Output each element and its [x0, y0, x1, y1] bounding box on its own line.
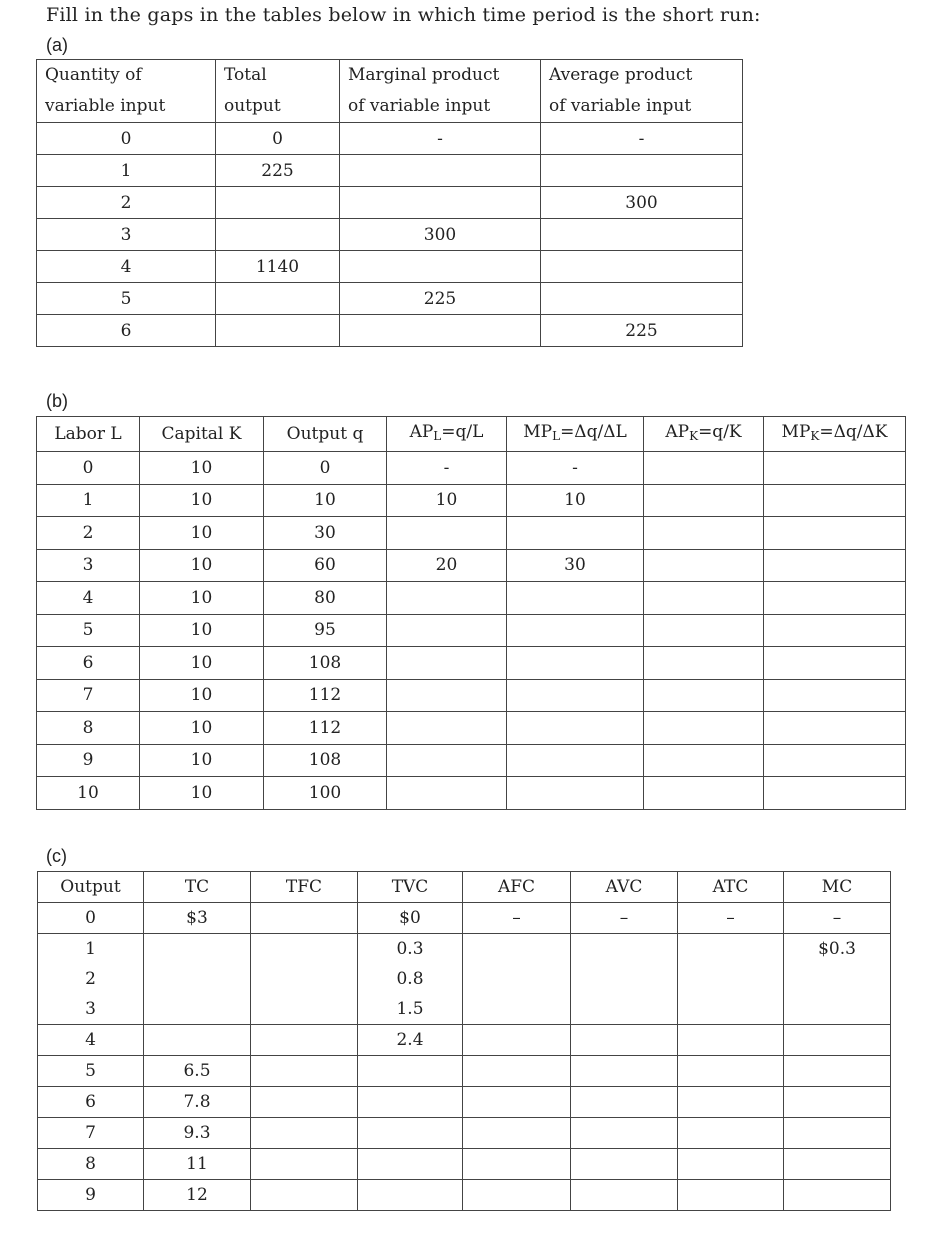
table-c-header-cell: AVC — [571, 872, 678, 903]
table-c-cell — [571, 1149, 678, 1180]
table-b-cell: 95 — [264, 614, 387, 647]
table-a-cell: 2 — [37, 187, 216, 219]
table-a-row — [37, 187, 743, 219]
table-a-cell: - — [340, 123, 541, 155]
table-a — [36, 59, 743, 347]
table-a-cell — [541, 251, 743, 283]
table-a-cell: 0 — [216, 123, 340, 155]
table-b-cell: 10 — [387, 484, 507, 517]
table-b-cell — [644, 549, 764, 582]
table-a-header-cell: Marginal product of variable input — [340, 60, 541, 123]
table-c-cell — [463, 934, 571, 965]
table-b-cell — [764, 452, 906, 485]
table-c-cell: – — [678, 903, 784, 934]
table-b-cell — [507, 647, 644, 680]
table-b-cell — [764, 614, 906, 647]
table-b-header-cell: Capital K — [140, 417, 264, 452]
table-b-cell — [387, 517, 507, 550]
table-a-cell: 300 — [541, 187, 743, 219]
table-c-cell — [144, 994, 251, 1025]
table-c-row — [38, 1149, 891, 1180]
table-c-cell — [571, 994, 678, 1025]
table-c-cell — [251, 1118, 358, 1149]
table-b-cell — [764, 517, 906, 550]
table-a-header-cell: Average product of variable input — [541, 60, 743, 123]
table-c-cell — [251, 1087, 358, 1118]
table-b-row — [37, 679, 906, 712]
table-c-cell — [463, 1118, 571, 1149]
table-c-cell: 2 — [38, 964, 144, 994]
table-b-cell: 108 — [264, 744, 387, 777]
instructions-text: Fill in the gaps in the tables below in which time period is the short run: — [46, 4, 761, 26]
table-c-cell — [463, 1056, 571, 1087]
table-c-cell — [463, 994, 571, 1025]
table-c-cell — [463, 964, 571, 994]
table-c-cell — [358, 1149, 463, 1180]
table-c-cell: – — [784, 903, 891, 934]
table-c-cell — [678, 934, 784, 965]
table-c-cell — [251, 1025, 358, 1056]
table-c-row — [38, 1180, 891, 1211]
table-a-cell: 1 — [37, 155, 216, 187]
table-c-cell: 7.8 — [144, 1087, 251, 1118]
table-c-cell: – — [571, 903, 678, 934]
table-b-cell: 20 — [387, 549, 507, 582]
table-c-cell — [144, 964, 251, 994]
table-b-cell — [644, 712, 764, 745]
table-b-cell — [507, 712, 644, 745]
table-c-header-cell: Output — [38, 872, 144, 903]
table-a-cell — [216, 315, 340, 347]
table-b-row — [37, 549, 906, 582]
table-b-cell: 1 — [37, 484, 140, 517]
table-a-cell — [216, 219, 340, 251]
table-c-cell — [358, 1087, 463, 1118]
table-c-cell — [678, 1118, 784, 1149]
table-b-cell — [644, 517, 764, 550]
table-c-row — [38, 1118, 891, 1149]
table-b-header-cell: $AP_K=q/K$ — [644, 417, 764, 452]
table-c-header-cell: TC — [144, 872, 251, 903]
part-a-label: (a) — [46, 35, 68, 55]
table-b-header-cell: $MP_L=\Delta q/\Delta L$ — [507, 417, 644, 452]
table-c-header-cell: ATC — [678, 872, 784, 903]
table-c-cell: 5 — [38, 1056, 144, 1087]
table-b-cell: 2 — [37, 517, 140, 550]
table-b-cell: 80 — [264, 582, 387, 615]
table-c-cell — [678, 1087, 784, 1118]
table-c-header-cell: TVC — [358, 872, 463, 903]
table-c-cell: 4 — [38, 1025, 144, 1056]
table-c-row — [38, 1025, 891, 1056]
table-a-cell — [541, 283, 743, 315]
table-c-cell — [251, 1056, 358, 1087]
table-c-cell: $0 — [358, 903, 463, 934]
table-c-header-row — [38, 872, 891, 903]
table-b-cell — [387, 647, 507, 680]
table-b-cell: 10 — [140, 582, 264, 615]
table-b-header-cell: $MP_K=\Delta q/\Delta K$ — [764, 417, 906, 452]
part-c-label: (c) — [46, 846, 67, 866]
table-c-row — [38, 1056, 891, 1087]
table-b-cell: 10 — [140, 744, 264, 777]
table-a-cell: 6 — [37, 315, 216, 347]
table-c-cell — [251, 903, 358, 934]
table-a-cell: 1140 — [216, 251, 340, 283]
table-b-cell — [764, 679, 906, 712]
table-c-cell: 11 — [144, 1149, 251, 1180]
table-c-cell: 3 — [38, 994, 144, 1025]
table-a-cell — [340, 251, 541, 283]
table-c-row — [38, 964, 891, 994]
table-a-cell: 225 — [340, 283, 541, 315]
table-c-row — [38, 994, 891, 1025]
table-c-row — [38, 934, 891, 965]
table-c-cell — [678, 964, 784, 994]
table-b-cell: 10 — [140, 614, 264, 647]
table-c-cell: 9.3 — [144, 1118, 251, 1149]
table-c-cell: 2.4 — [358, 1025, 463, 1056]
table-c-header-cell: MC — [784, 872, 891, 903]
table-b-cell — [764, 744, 906, 777]
table-c-cell — [463, 1149, 571, 1180]
table-b — [36, 416, 906, 810]
table-b-cell: 10 — [140, 484, 264, 517]
table-b-cell — [387, 777, 507, 810]
table-b-row — [37, 517, 906, 550]
table-b-cell — [644, 647, 764, 680]
table-b-cell: 10 — [264, 484, 387, 517]
table-b-cell: 112 — [264, 679, 387, 712]
table-b-cell — [764, 647, 906, 680]
table-b-header-row — [37, 417, 906, 452]
table-a-cell: 4 — [37, 251, 216, 283]
table-c — [37, 871, 891, 1211]
table-a-cell: - — [541, 123, 743, 155]
table-a-cell — [340, 187, 541, 219]
table-c-cell — [463, 1025, 571, 1056]
table-b-cell: 112 — [264, 712, 387, 745]
table-c-row — [38, 903, 891, 934]
table-c-cell: – — [463, 903, 571, 934]
table-b-cell: 7 — [37, 679, 140, 712]
table-b-cell — [644, 484, 764, 517]
table-a-cell — [541, 155, 743, 187]
table-b-cell: - — [387, 452, 507, 485]
table-c-cell — [784, 1118, 891, 1149]
table-c-cell: 1 — [38, 934, 144, 965]
table-a-cell: 0 — [37, 123, 216, 155]
table-b-cell: 10 — [140, 712, 264, 745]
table-a-row — [37, 251, 743, 283]
table-c-cell: $3 — [144, 903, 251, 934]
table-b-cell — [387, 712, 507, 745]
table-b-cell: 10 — [140, 452, 264, 485]
table-c-header-cell: AFC — [463, 872, 571, 903]
table-c-cell: 0.8 — [358, 964, 463, 994]
table-c-cell — [784, 994, 891, 1025]
table-b-cell: 0 — [264, 452, 387, 485]
table-b-cell: 0 — [37, 452, 140, 485]
table-b-cell: 10 — [140, 777, 264, 810]
table-b-cell: 6 — [37, 647, 140, 680]
table-c-cell — [784, 1087, 891, 1118]
table-c-cell: 0 — [38, 903, 144, 934]
table-b-header-cell: Output q — [264, 417, 387, 452]
table-b-cell: 10 — [37, 777, 140, 810]
table-b-row — [37, 647, 906, 680]
table-b-header-cell: Labor L — [37, 417, 140, 452]
table-c-cell — [678, 1056, 784, 1087]
table-a-header-row — [37, 60, 743, 123]
table-b-row — [37, 484, 906, 517]
table-c-cell — [358, 1180, 463, 1211]
table-c-cell — [358, 1056, 463, 1087]
table-c-cell: 6 — [38, 1087, 144, 1118]
table-c-cell — [571, 1025, 678, 1056]
table-b-cell — [507, 582, 644, 615]
table-c-cell — [678, 994, 784, 1025]
table-b-cell — [764, 582, 906, 615]
table-c-cell: 12 — [144, 1180, 251, 1211]
table-a-cell — [541, 219, 743, 251]
table-b-cell: 3 — [37, 549, 140, 582]
table-b-cell — [387, 582, 507, 615]
table-c-cell — [251, 1149, 358, 1180]
table-c-cell — [571, 964, 678, 994]
table-a-row — [37, 219, 743, 251]
table-b-cell: 4 — [37, 582, 140, 615]
table-a-header-cell: Quantity of variable input — [37, 60, 216, 123]
table-c-cell — [571, 1180, 678, 1211]
part-b-label: (b) — [46, 391, 68, 411]
table-a-cell: 3 — [37, 219, 216, 251]
table-b-row — [37, 452, 906, 485]
table-c-cell — [571, 1056, 678, 1087]
table-c-cell — [463, 1180, 571, 1211]
table-b-cell — [507, 517, 644, 550]
table-a-cell: 225 — [541, 315, 743, 347]
table-a-cell: 5 — [37, 283, 216, 315]
table-b-cell — [764, 549, 906, 582]
table-c-cell — [784, 964, 891, 994]
table-a-cell — [340, 155, 541, 187]
table-c-cell — [251, 934, 358, 965]
table-b-cell: 10 — [507, 484, 644, 517]
table-b-cell — [644, 582, 764, 615]
table-b-cell — [387, 679, 507, 712]
table-c-cell — [784, 1180, 891, 1211]
table-c-cell — [784, 1056, 891, 1087]
table-b-header-cell: $AP_L=q/L$ — [387, 417, 507, 452]
table-c-cell: 0.3 — [358, 934, 463, 965]
table-b-row — [37, 582, 906, 615]
table-b-cell: 10 — [140, 679, 264, 712]
table-b-cell: 30 — [264, 517, 387, 550]
table-c-cell — [678, 1180, 784, 1211]
table-b-cell: 108 — [264, 647, 387, 680]
table-b-cell — [387, 744, 507, 777]
table-b-cell — [387, 614, 507, 647]
table-c-cell — [571, 1087, 678, 1118]
table-a-row — [37, 155, 743, 187]
table-b-cell: 5 — [37, 614, 140, 647]
table-c-cell — [463, 1087, 571, 1118]
table-a-row — [37, 315, 743, 347]
table-b-cell — [507, 744, 644, 777]
table-c-cell: $0.3 — [784, 934, 891, 965]
table-a-row — [37, 123, 743, 155]
table-b-cell — [644, 679, 764, 712]
table-b-cell: 10 — [140, 517, 264, 550]
table-c-cell — [678, 1025, 784, 1056]
table-b-cell — [507, 777, 644, 810]
table-a-cell — [216, 283, 340, 315]
table-a-row — [37, 283, 743, 315]
table-b-row — [37, 777, 906, 810]
table-b-cell: 10 — [140, 647, 264, 680]
table-b-cell — [507, 679, 644, 712]
table-b-cell — [644, 452, 764, 485]
table-a-cell: 225 — [216, 155, 340, 187]
table-a-header-cell: Total output — [216, 60, 340, 123]
table-c-cell — [571, 1118, 678, 1149]
table-b-row — [37, 614, 906, 647]
table-b-cell: 60 — [264, 549, 387, 582]
table-c-cell — [251, 964, 358, 994]
table-c-cell — [678, 1149, 784, 1180]
table-c-cell — [144, 934, 251, 965]
table-c-cell: 1.5 — [358, 994, 463, 1025]
table-b-cell: 8 — [37, 712, 140, 745]
table-b-row — [37, 712, 906, 745]
table-b-row — [37, 744, 906, 777]
table-b-cell — [644, 744, 764, 777]
table-b-cell — [764, 484, 906, 517]
table-b-cell: 30 — [507, 549, 644, 582]
table-c-cell: 6.5 — [144, 1056, 251, 1087]
table-b-cell — [644, 614, 764, 647]
table-b-cell: 9 — [37, 744, 140, 777]
table-c-row — [38, 1087, 891, 1118]
table-a-cell: 300 — [340, 219, 541, 251]
table-b-cell: 10 — [140, 549, 264, 582]
table-c-cell — [784, 1025, 891, 1056]
table-a-cell — [216, 187, 340, 219]
table-a-cell — [340, 315, 541, 347]
table-c-cell: 9 — [38, 1180, 144, 1211]
table-b-cell: - — [507, 452, 644, 485]
table-c-cell: 7 — [38, 1118, 144, 1149]
table-c-cell — [358, 1118, 463, 1149]
table-c-cell: 8 — [38, 1149, 144, 1180]
table-b-cell — [764, 712, 906, 745]
table-b-cell — [644, 777, 764, 810]
table-c-cell — [571, 934, 678, 965]
table-b-cell — [507, 614, 644, 647]
table-b-cell: 100 — [264, 777, 387, 810]
table-c-cell — [251, 1180, 358, 1211]
table-c-header-cell: TFC — [251, 872, 358, 903]
table-c-cell — [251, 994, 358, 1025]
table-b-cell — [764, 777, 906, 810]
table-c-cell — [144, 1025, 251, 1056]
table-c-cell — [784, 1149, 891, 1180]
